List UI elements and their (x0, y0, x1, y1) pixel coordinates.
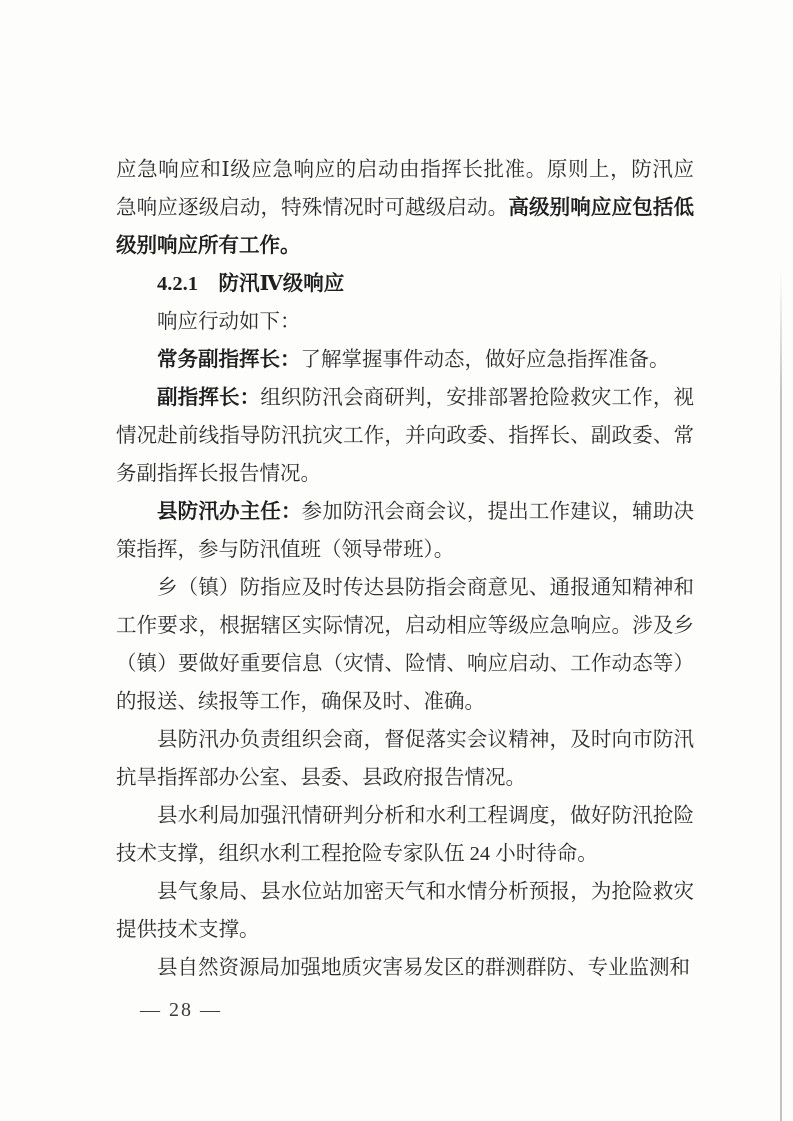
text-segment: 参加防汛会商会议，提出工作建议，辅助决策指挥，参与防汛值班（领导带班）。 (116, 501, 695, 561)
paragraph-deputy-commander (116, 379, 694, 493)
bold-text-segment: 4.2.1 防汛Ⅳ级响应 (157, 273, 345, 295)
text-segment: 组织防汛会商研判，安排部署抢险救灾工作，视情况赴前线指导防汛抗灾工作，并向政委、指挥长、副政委、常务副指挥长报告情况。 (116, 387, 695, 485)
text-segment: 乡（镇）防指应及时传达县防指会商意见、通报通知精神和工作要求，根据辖区实际情况，启动相应等级应急响应。涉及乡（镇）要做好重要信息（灾情、险情、响应启动、工作动态等）的报送、续报等工作，确保及时、准确。 (116, 577, 694, 713)
bold-text-segment: 县防汛办主任： (157, 501, 302, 523)
continuation-paragraph (116, 151, 694, 265)
paragraph-natural-resources-bureau (116, 949, 694, 987)
bold-text-segment: 副指挥长： (157, 387, 261, 409)
paragraph-flood-office-director (116, 493, 694, 569)
text-segment: 应急响应和Ⅰ级应急响应的启动由指挥长批准。原则上，防汛应急响应逐级启动，特殊情况时可越级启动。 (116, 159, 694, 219)
bold-text-segment: 高级别响应应包括低级别响应所有工作。 (116, 197, 695, 257)
text-segment: 县自然资源局加强地质灾害易发区的群测群防、专业监测和 (157, 957, 690, 979)
text-segment: 县防汛办负责组织会商，督促落实会议精神，及时向市防汛抗旱指挥部办公室、县委、县政府报告情况。 (116, 729, 694, 789)
paragraph-township-headquarters (116, 569, 694, 721)
paragraph-water-resources-bureau (116, 797, 694, 873)
scan-edge-line (780, 270, 782, 1121)
paragraph-meteorological-bureau (116, 873, 694, 949)
text-segment: 县气象局、县水位站加密天气和水情分析预报，为抢险救灾提供技术支撑。 (116, 881, 694, 941)
page-number: — 28 — (140, 999, 222, 1021)
section-heading-4-2-1 (116, 265, 694, 303)
text-segment: 了解掌握事件动态，做好应急指挥准备。 (300, 349, 670, 371)
text-segment: 响应行动如下： (157, 311, 301, 333)
paragraph-executive-deputy-commander (116, 341, 694, 379)
bold-text-segment: 常务副指挥长： (157, 349, 301, 371)
paragraph-county-flood-office (116, 721, 694, 797)
paragraph-response-actions (116, 303, 694, 341)
text-segment: 县水利局加强汛情研判分析和水利工程调度，做好防汛抢险技术支撑，组织水利工程抢险专家队伍 24 小时待命。 (116, 805, 694, 865)
document-body (116, 151, 694, 987)
